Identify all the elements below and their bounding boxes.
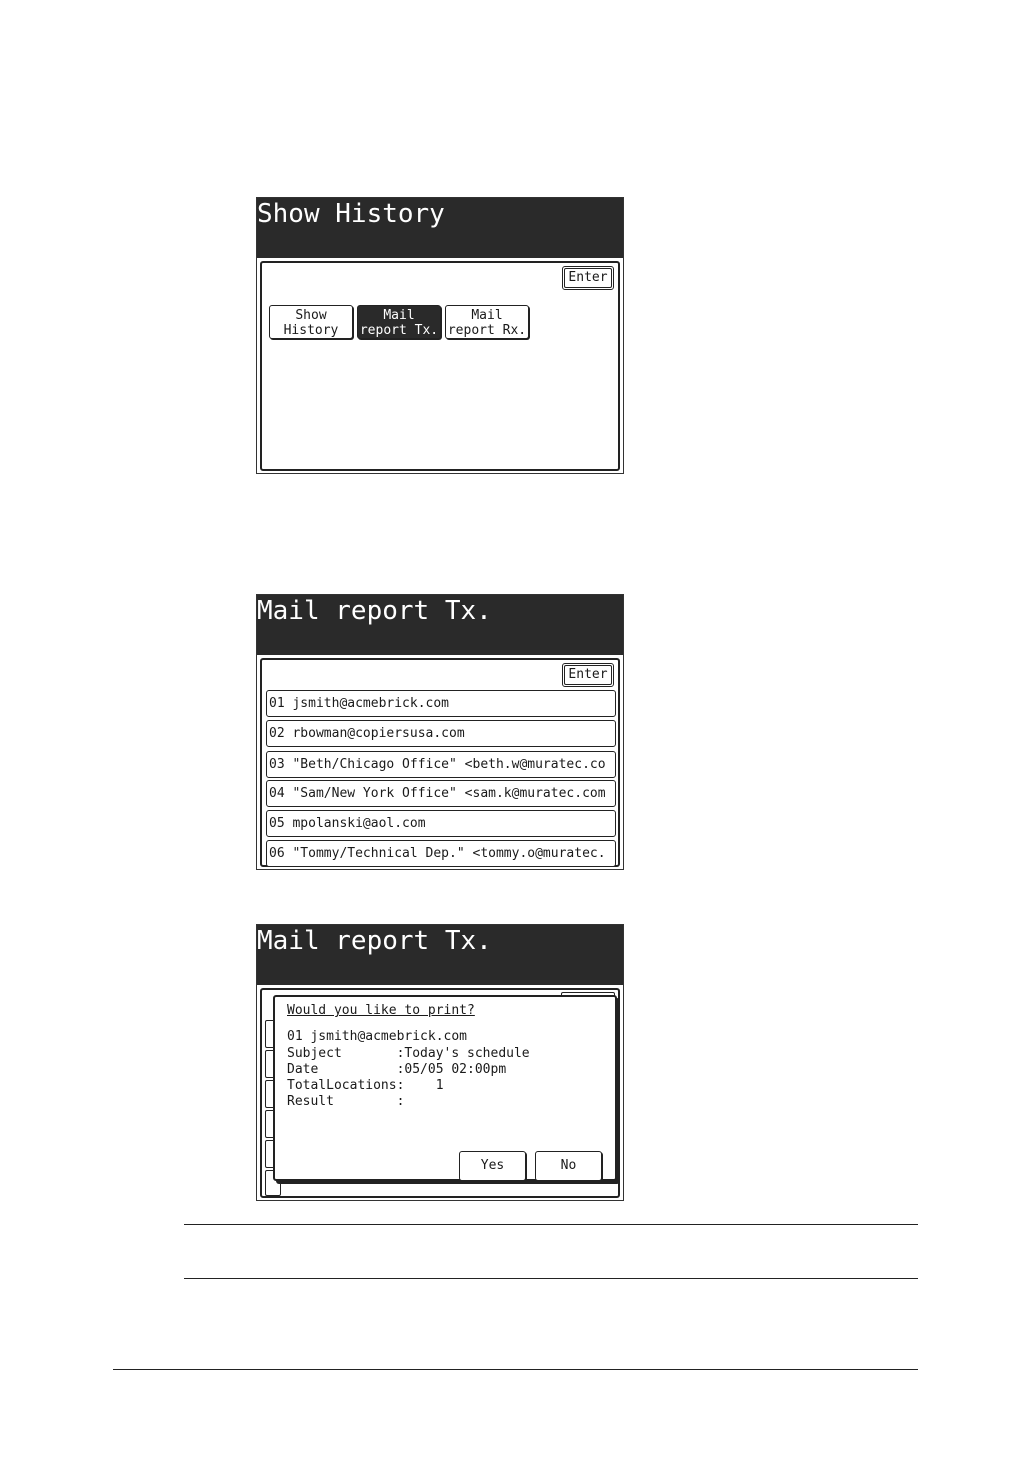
rule-bottom — [184, 1278, 918, 1279]
history-tabs — [269, 305, 529, 339]
tab-mail-report-tx[interactable]: Mail report Tx. — [357, 305, 441, 339]
print-dialog — [273, 995, 617, 1181]
screen-body — [260, 261, 620, 471]
mail-report-row[interactable]: 06 "Tommy/Technical Dep." <tommy.o@muratec. — [266, 840, 616, 867]
dialog-result: Result : — [287, 1094, 405, 1109]
screen-title: Mail report Tx. — [257, 925, 623, 985]
no-button[interactable]: No — [535, 1151, 602, 1181]
mail-report-row[interactable]: 02 rbowman@copiersusa.com — [266, 720, 616, 747]
mail-report-tx-screen — [256, 594, 624, 870]
print-confirm-screen — [256, 924, 624, 1201]
mail-report-row[interactable]: 05 mpolanski@aol.com — [266, 810, 616, 837]
dialog-entry: 01 jsmith@acmebrick.com — [287, 1029, 468, 1044]
dialog-subject: Subject :Today's schedule — [287, 1046, 530, 1061]
screen-title: Show History — [257, 198, 623, 258]
rule-top — [184, 1224, 918, 1225]
tab-mail-report-rx[interactable]: Mail report Rx. — [445, 305, 529, 339]
dialog-question: Would you like to print? — [287, 1003, 475, 1018]
show-history-screen — [256, 197, 624, 474]
footer-rule — [113, 1369, 918, 1370]
dialog-date: Date :05/05 02:00pm — [287, 1062, 507, 1077]
dialog-total-locations: TotalLocations: 1 — [287, 1078, 444, 1093]
tab-show-history[interactable]: Show History — [269, 305, 353, 339]
mail-report-row[interactable]: 01 jsmith@acmebrick.com — [266, 690, 616, 717]
mail-report-row[interactable]: 03 "Beth/Chicago Office" <beth.w@muratec.co — [266, 751, 616, 778]
enter-button[interactable]: Enter — [562, 663, 614, 687]
mail-report-row[interactable]: 04 "Sam/New York Office" <sam.k@muratec.com — [266, 780, 616, 807]
screen-body — [260, 658, 620, 867]
screen-title: Mail report Tx. — [257, 595, 623, 655]
yes-button[interactable]: Yes — [459, 1151, 526, 1181]
enter-button[interactable]: Enter — [562, 266, 614, 290]
screen-body — [260, 988, 620, 1198]
